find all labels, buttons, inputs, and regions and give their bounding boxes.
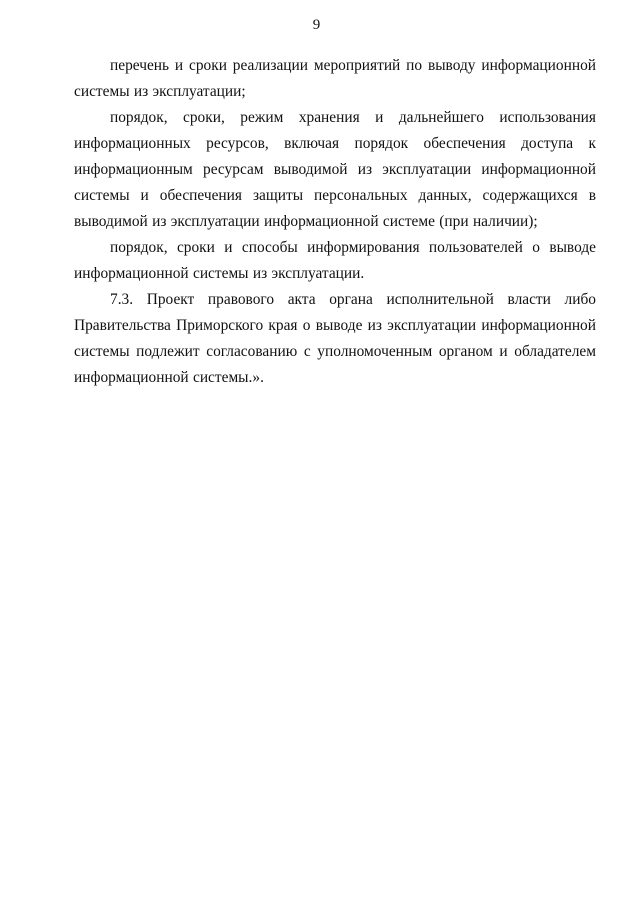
page-number: 9 bbox=[312, 17, 321, 33]
paragraph-user-notification: порядок, сроки и способы информирования пользователей о выводе информационной системы из эксплуатации. bbox=[74, 239, 596, 282]
paragraph-resource-storage: порядок, сроки, режим хранения и дальнейшего использования информационных ресурсов, включая порядок обеспечения доступа к информационным ресурсам выводимой из эксплуатации информационной системы и обеспечения защиты персональных данных, содержащихся в выводимой из эксплуатации информационной системе (при наличии); bbox=[74, 109, 596, 230]
paragraph-section-7-3: 7.3. Проект правового акта органа исполнительной власти либо Правительства Приморского края о выводе из эксплуатации информационной системы подлежит согласованию с уполномоченным органом и обладателем информационной системы.». bbox=[74, 291, 596, 386]
document-body bbox=[74, 53, 596, 391]
paragraph-measures-list: перечень и сроки реализации мероприятий по выводу информационной системы из эксплуатации; bbox=[74, 57, 596, 100]
